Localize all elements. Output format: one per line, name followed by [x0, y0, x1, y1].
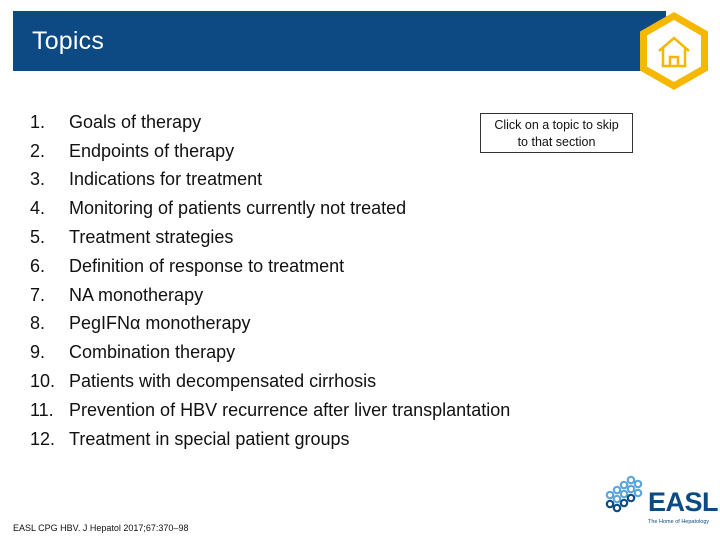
topic-label[interactable]: Indications for treatment — [69, 169, 263, 190]
topic-item[interactable] — [30, 396, 510, 425]
topic-number: 9. — [30, 342, 46, 363]
topic-item[interactable] — [30, 310, 510, 339]
easl-logo — [604, 475, 719, 530]
topic-label[interactable]: Patients with decompensated cirrhosis — [69, 371, 377, 392]
topic-item[interactable] — [30, 223, 510, 252]
topic-item[interactable] — [30, 338, 510, 367]
topic-number: 11. — [30, 399, 54, 420]
topic-number: 4. — [30, 198, 46, 219]
navigation-hint — [480, 113, 633, 153]
hint-line: to that section — [517, 135, 596, 149]
topic-item[interactable] — [30, 194, 510, 223]
topic-label[interactable]: Definition of response to treatment — [69, 255, 345, 276]
topic-label[interactable]: Prevention of HBV recurrence after liver transplantation — [69, 399, 511, 420]
topic-item[interactable] — [30, 108, 510, 137]
page-title: Topics — [32, 27, 105, 55]
topic-number: 10. — [30, 371, 56, 392]
topic-label[interactable]: Goals of therapy — [69, 111, 202, 132]
home-icon — [634, 11, 714, 91]
topic-number: 1. — [30, 111, 46, 132]
citation: EASL CPG HBV. J Hepatol 2017;67:370–98 — [13, 523, 189, 533]
hint-line: Click on a topic to skip — [494, 118, 619, 132]
home-button[interactable] — [634, 11, 714, 91]
topic-number: 5. — [30, 227, 46, 248]
topic-label[interactable]: Endpoints of therapy — [69, 140, 235, 161]
title-bar — [13, 11, 666, 71]
topic-number: 12. — [30, 428, 56, 449]
easl-tagline: The Home of Hepatology — [648, 519, 710, 525]
topic-label[interactable]: Treatment strategies — [69, 227, 234, 248]
topic-number: 7. — [30, 284, 46, 305]
topic-label[interactable]: Treatment in special patient groups — [69, 428, 350, 449]
topic-label[interactable]: NA monotherapy — [69, 284, 204, 305]
topic-label[interactable]: Monitoring of patients currently not treated — [69, 198, 407, 219]
topic-item[interactable] — [30, 252, 510, 281]
topic-list — [30, 108, 510, 454]
topic-label[interactable]: Combination therapy — [69, 342, 236, 363]
topic-item[interactable] — [30, 425, 510, 454]
topic-item[interactable] — [30, 367, 510, 396]
topic-item[interactable] — [30, 166, 510, 195]
topic-item[interactable] — [30, 137, 510, 166]
topic-label[interactable]: PegIFNα monotherapy — [69, 313, 251, 334]
topic-number: 2. — [30, 140, 46, 161]
easl-logo-text: EASL — [648, 487, 719, 517]
topic-number: 6. — [30, 255, 46, 276]
topic-number: 3. — [30, 169, 46, 190]
topic-number: 8. — [30, 313, 46, 334]
topic-item[interactable] — [30, 281, 510, 310]
